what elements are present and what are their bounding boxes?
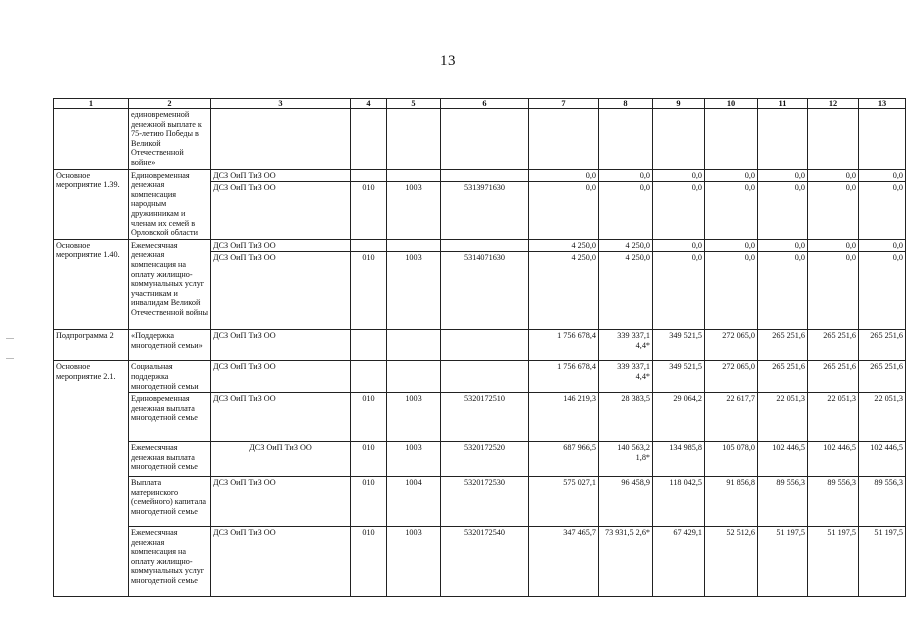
cell-total: 687 966,5 xyxy=(529,442,599,477)
cell-year: 0,0 xyxy=(859,169,906,182)
cell-name: Ежемесячная денежная выплата многодетной семье xyxy=(129,442,211,477)
table-row xyxy=(54,239,906,252)
cell-target: 5320172540 xyxy=(441,527,529,597)
cell-name: Ежемесячная денежная компенсация на оплату жилищно-коммунальных услуг многодетной семье xyxy=(129,527,211,597)
cell-year: 0,0 xyxy=(653,252,705,330)
cell-year: 0,0 xyxy=(705,239,758,252)
cell-total: 347 465,7 xyxy=(529,527,599,597)
cell-year: 272 065,0 xyxy=(705,330,758,361)
column-header: 13 xyxy=(859,99,906,109)
cell-year: 51 197,5 xyxy=(758,527,808,597)
cell-section: 1003 xyxy=(387,442,441,477)
cell-year: 265 251,6 xyxy=(859,330,906,361)
cell-year: 0,0 xyxy=(808,239,859,252)
cell-total: 0,0 xyxy=(529,182,599,239)
cell-grbs xyxy=(351,169,387,182)
cell-executor: ДСЗ ОиП ТиЗ ОО xyxy=(211,361,351,393)
cell-year: 0,0 xyxy=(653,239,705,252)
cell-name: Выплата материнского (семейного) капитала многодетной семье xyxy=(129,477,211,527)
cell-section: 1003 xyxy=(387,393,441,442)
cell-year: 265 251,6 xyxy=(808,361,859,393)
cell-year: 51 197,5 xyxy=(808,527,859,597)
cell-year: 265 251,6 xyxy=(758,330,808,361)
cell-target xyxy=(441,330,529,361)
cell-year: 22 051,3 xyxy=(758,393,808,442)
cell-year: 118 042,5 xyxy=(653,477,705,527)
cell-year: 28 383,5 xyxy=(599,393,653,442)
column-header: 6 xyxy=(441,99,529,109)
cell-section: 1004 xyxy=(387,477,441,527)
cell-year: 0,0 xyxy=(705,169,758,182)
column-header: 3 xyxy=(211,99,351,109)
table-row xyxy=(54,361,906,393)
cell-total: 4 250,0 xyxy=(529,252,599,330)
cell-executor: ДСЗ ОиП ТиЗ ОО xyxy=(211,169,351,182)
cell-executor: ДСЗ ОиП ТиЗ ОО xyxy=(211,182,351,239)
cell-name: Единовременная денежная компенсация народным дружинникам и членам их семей в Орловской области xyxy=(129,169,211,239)
cell-total xyxy=(529,109,599,170)
cell-target: 5320172510 xyxy=(441,393,529,442)
cell-grbs: 010 xyxy=(351,442,387,477)
cell-grbs: 010 xyxy=(351,182,387,239)
cell-year: 265 251,6 xyxy=(758,361,808,393)
cell-year: 0,0 xyxy=(653,169,705,182)
cell-executor: ДСЗ ОиП ТиЗ ОО xyxy=(211,330,351,361)
table-row xyxy=(54,442,906,477)
budget-table xyxy=(53,98,906,597)
cell-grbs xyxy=(351,239,387,252)
cell-grbs xyxy=(351,109,387,170)
cell-year: 22 051,3 xyxy=(859,393,906,442)
cell-year: 0,0 xyxy=(859,182,906,239)
cell-total: 146 219,3 xyxy=(529,393,599,442)
cell-target: 5320172530 xyxy=(441,477,529,527)
cell-target xyxy=(441,361,529,393)
column-header: 1 xyxy=(54,99,129,109)
cell-year: 140 563,2 1,8* xyxy=(599,442,653,477)
cell-grbs: 010 xyxy=(351,393,387,442)
cell-year: 339 337,1 4,4* xyxy=(599,361,653,393)
cell-year: 102 446,5 xyxy=(758,442,808,477)
cell-year: 0,0 xyxy=(599,169,653,182)
cell-target xyxy=(441,239,529,252)
cell-year: 0,0 xyxy=(758,169,808,182)
cell-year: 52 512,6 xyxy=(705,527,758,597)
cell-executor: ДСЗ ОиП ТиЗ ОО xyxy=(211,442,351,477)
cell-section xyxy=(387,330,441,361)
cell-year: 265 251,6 xyxy=(808,330,859,361)
cell-target xyxy=(441,109,529,170)
cell-year: 272 065,0 xyxy=(705,361,758,393)
cell-year: 102 446,5 xyxy=(859,442,906,477)
cell-year: 0,0 xyxy=(859,239,906,252)
cell-year xyxy=(808,109,859,170)
cell-section: 1003 xyxy=(387,527,441,597)
column-header: 11 xyxy=(758,99,808,109)
cell-grbs: 010 xyxy=(351,527,387,597)
cell-executor: ДСЗ ОиП ТиЗ ОО xyxy=(211,393,351,442)
table-row xyxy=(54,527,906,597)
cell-total: 575 027,1 xyxy=(529,477,599,527)
cell-year: 349 521,5 xyxy=(653,330,705,361)
cell-total: 4 250,0 xyxy=(529,239,599,252)
cell-year xyxy=(758,109,808,170)
cell-name: «Поддержка многодетной семьи» xyxy=(129,330,211,361)
cell-year: 29 064,2 xyxy=(653,393,705,442)
cell-year: 0,0 xyxy=(808,252,859,330)
cell-grbs xyxy=(351,330,387,361)
cell-year: 265 251,6 xyxy=(859,361,906,393)
column-header: 4 xyxy=(351,99,387,109)
table-row xyxy=(54,393,906,442)
column-header: 5 xyxy=(387,99,441,109)
cell-section xyxy=(387,109,441,170)
cell-year: 0,0 xyxy=(705,252,758,330)
cell-section xyxy=(387,239,441,252)
cell-target xyxy=(441,169,529,182)
cell-year: 0,0 xyxy=(599,182,653,239)
cell-year: 91 856,8 xyxy=(705,477,758,527)
cell-year: 102 446,5 xyxy=(808,442,859,477)
cell-year: 4 250,0 xyxy=(599,252,653,330)
cell-name: Единовременная денежная выплата многодетной семье xyxy=(129,393,211,442)
cell-year: 339 337,1 4,4* xyxy=(599,330,653,361)
cell-total: 0,0 xyxy=(529,169,599,182)
table-row xyxy=(54,169,906,182)
cell-year: 89 556,3 xyxy=(808,477,859,527)
cell-executor: ДСЗ ОиП ТиЗ ОО xyxy=(211,477,351,527)
cell-year: 105 078,0 xyxy=(705,442,758,477)
margin-mark xyxy=(6,358,14,359)
cell-year: 89 556,3 xyxy=(758,477,808,527)
column-header: 12 xyxy=(808,99,859,109)
cell-target: 5314071630 xyxy=(441,252,529,330)
cell-year: 4 250,0 xyxy=(599,239,653,252)
cell-year: 0,0 xyxy=(653,182,705,239)
table-row xyxy=(54,109,906,170)
cell-target: 5313971630 xyxy=(441,182,529,239)
cell-section xyxy=(387,169,441,182)
header-row xyxy=(54,99,906,109)
margin-mark xyxy=(6,338,14,339)
cell-grbs xyxy=(351,361,387,393)
cell-target: 5320172520 xyxy=(441,442,529,477)
column-header: 9 xyxy=(653,99,705,109)
cell-total: 1 756 678,4 xyxy=(529,361,599,393)
cell-measure: Подпрограмма 2 xyxy=(54,330,129,361)
column-header: 2 xyxy=(129,99,211,109)
cell-section: 1003 xyxy=(387,182,441,239)
cell-executor xyxy=(211,109,351,170)
cell-year xyxy=(599,109,653,170)
cell-year: 0,0 xyxy=(758,182,808,239)
cell-grbs: 010 xyxy=(351,477,387,527)
cell-section xyxy=(387,361,441,393)
cell-year: 89 556,3 xyxy=(859,477,906,527)
cell-name: Ежемесячная денежная компенсация на оплату жилищно-коммунальных услуг участникам и инвалидам Великой Отечественной войны xyxy=(129,239,211,330)
cell-year xyxy=(859,109,906,170)
cell-year: 0,0 xyxy=(758,239,808,252)
column-header: 10 xyxy=(705,99,758,109)
cell-year: 22 617,7 xyxy=(705,393,758,442)
cell-year: 349 521,5 xyxy=(653,361,705,393)
cell-measure xyxy=(54,109,129,170)
cell-year: 0,0 xyxy=(758,252,808,330)
cell-year: 0,0 xyxy=(808,182,859,239)
cell-executor: ДСЗ ОиП ТиЗ ОО xyxy=(211,239,351,252)
cell-grbs: 010 xyxy=(351,252,387,330)
cell-year: 0,0 xyxy=(859,252,906,330)
cell-year: 51 197,5 xyxy=(859,527,906,597)
column-header: 8 xyxy=(599,99,653,109)
cell-year: 22 051,3 xyxy=(808,393,859,442)
page-number: 13 xyxy=(440,53,456,69)
cell-year: 0,0 xyxy=(705,182,758,239)
cell-year: 96 458,9 xyxy=(599,477,653,527)
cell-measure: Основное мероприятие 2.1. xyxy=(54,361,129,597)
table-row xyxy=(54,477,906,527)
column-header: 7 xyxy=(529,99,599,109)
table-row xyxy=(54,330,906,361)
cell-total: 1 756 678,4 xyxy=(529,330,599,361)
cell-year: 73 931,5 2,6* xyxy=(599,527,653,597)
cell-year: 0,0 xyxy=(808,169,859,182)
cell-name: единовременной денежной выплате к 75-летию Победы в Великой Отечественной войне» xyxy=(129,109,211,170)
cell-section: 1003 xyxy=(387,252,441,330)
cell-year: 134 985,8 xyxy=(653,442,705,477)
cell-year: 67 429,1 xyxy=(653,527,705,597)
cell-year xyxy=(653,109,705,170)
cell-year xyxy=(705,109,758,170)
cell-name: Социальная поддержка многодетной семьи xyxy=(129,361,211,393)
cell-executor: ДСЗ ОиП ТиЗ ОО xyxy=(211,252,351,330)
cell-measure: Основное мероприятие 1.39. xyxy=(54,169,129,239)
cell-executor: ДСЗ ОиП ТиЗ ОО xyxy=(211,527,351,597)
cell-measure: Основное мероприятие 1.40. xyxy=(54,239,129,330)
